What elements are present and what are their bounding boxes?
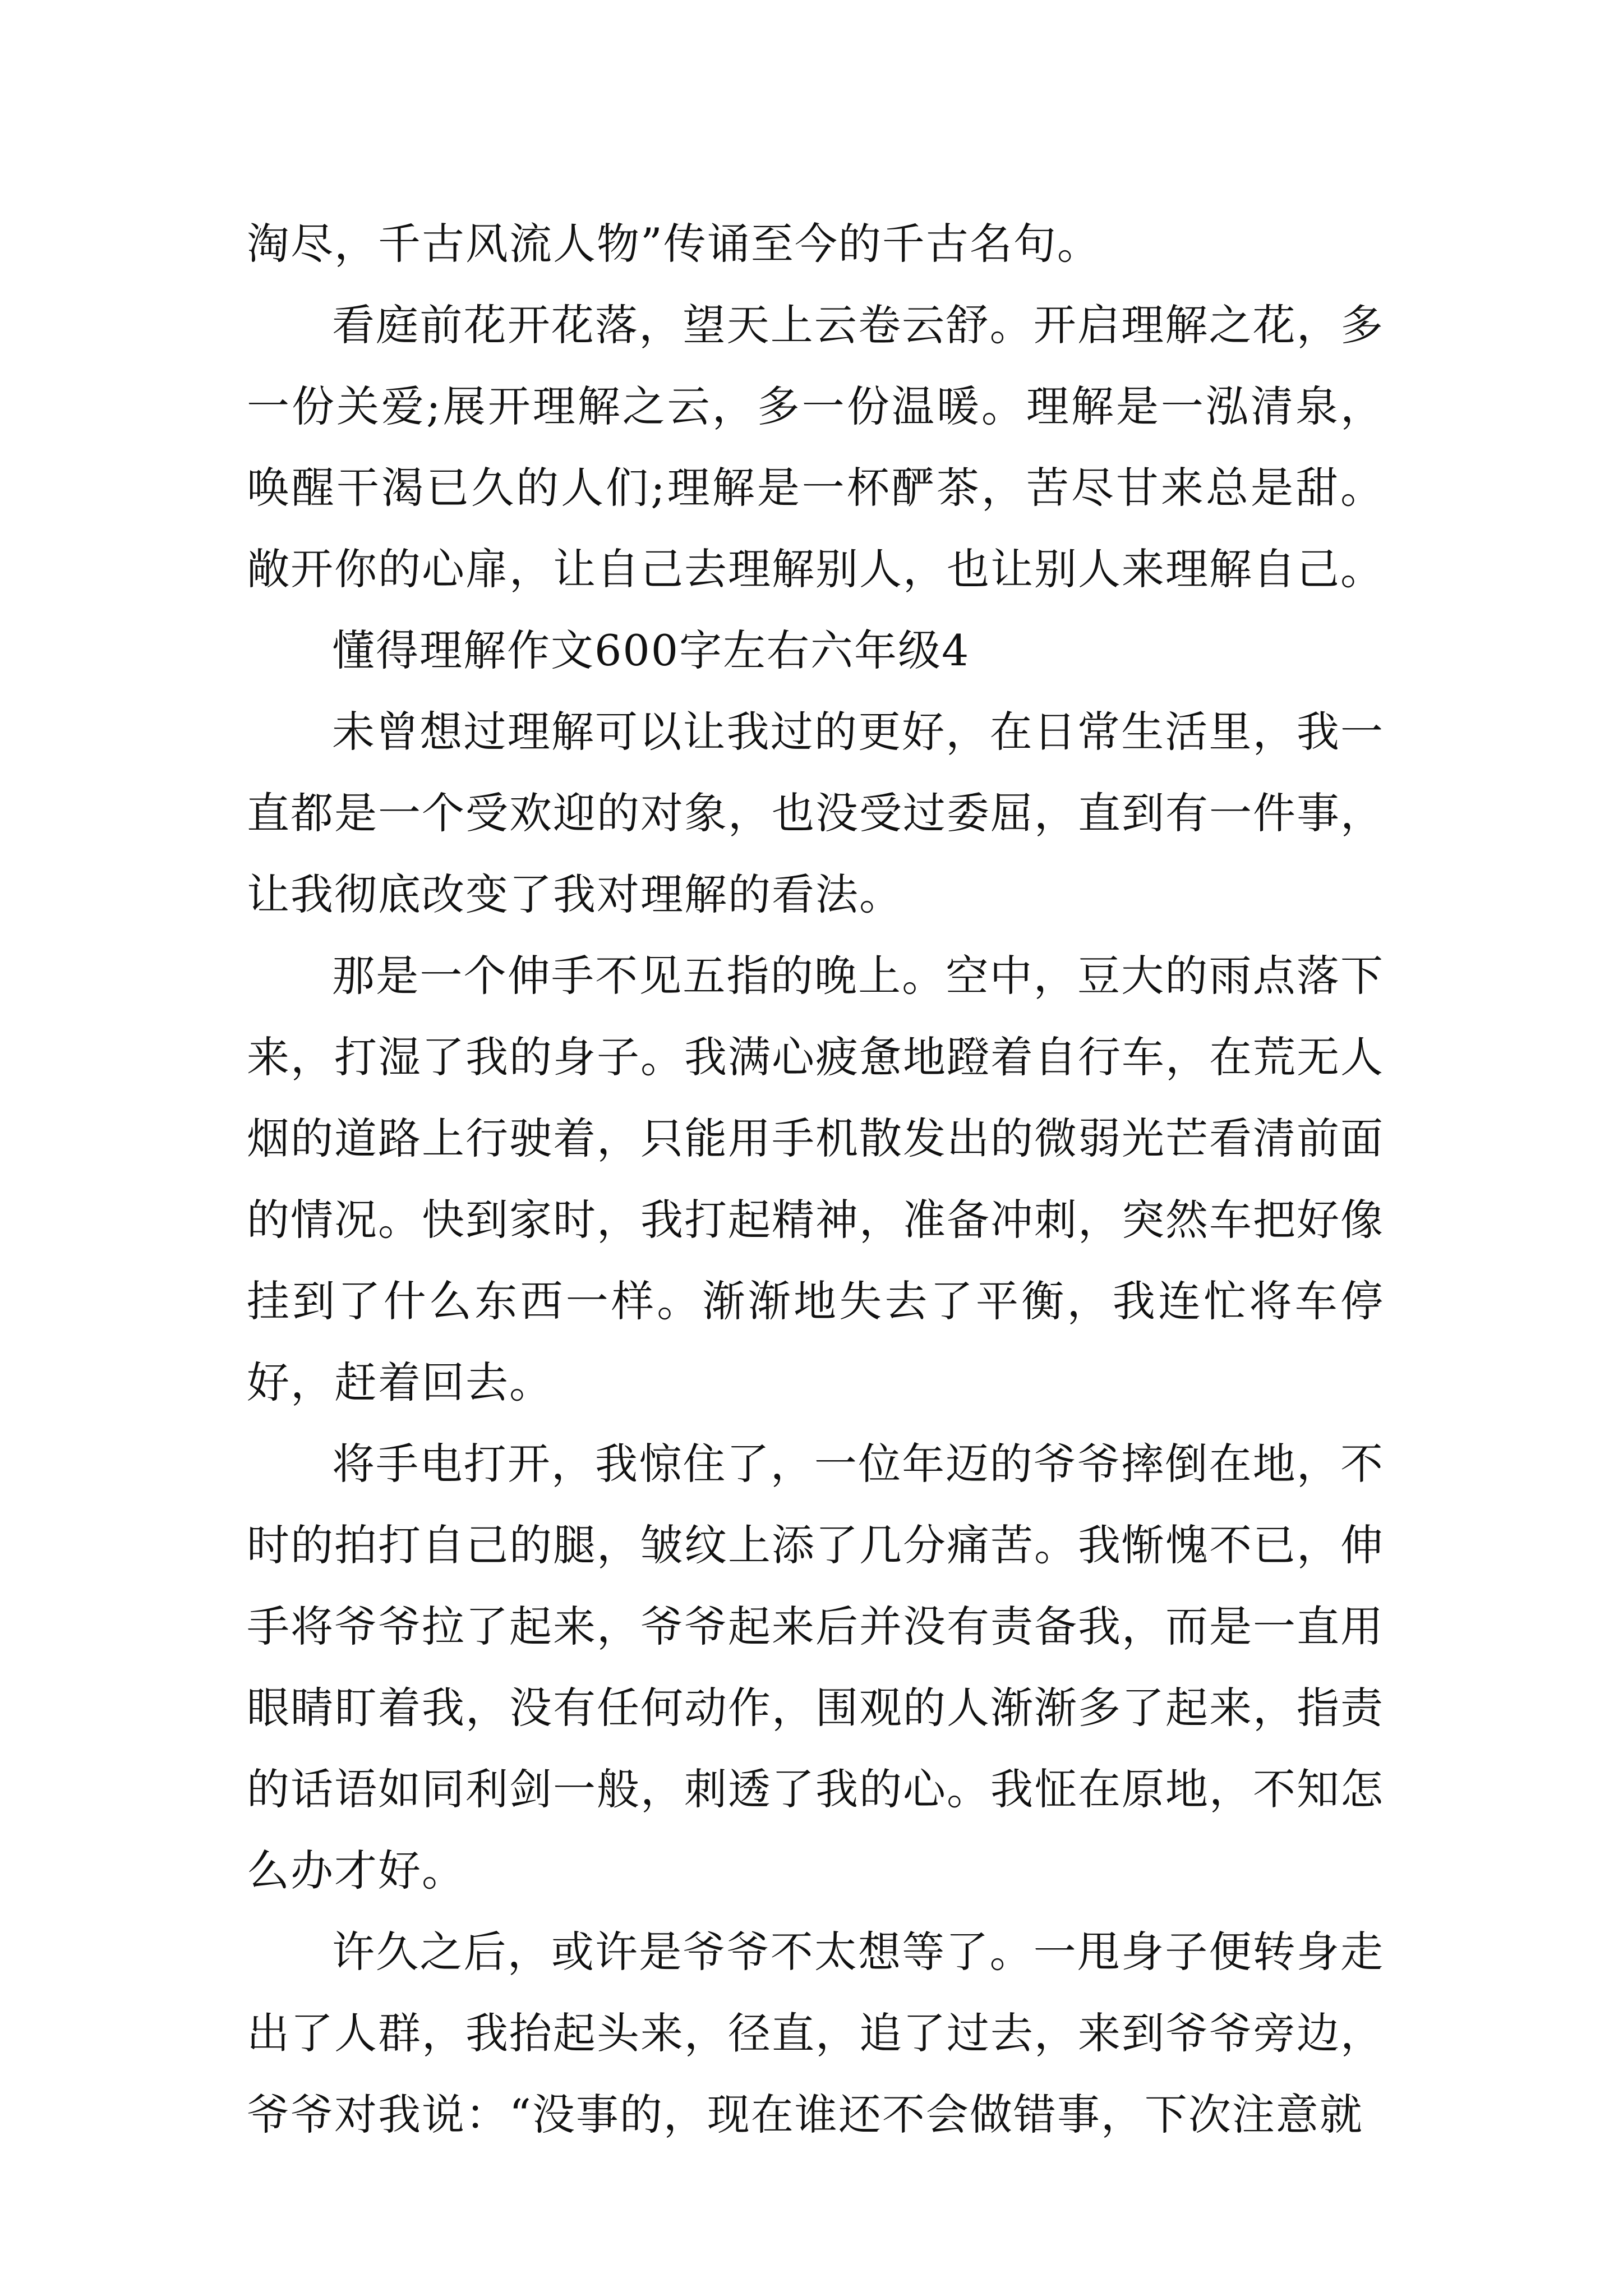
paragraph-intro: 未曾想过理解可以让我过的更好，在日常生活里，我一直都是一个受欢迎的对象，也没受过委屈，直到有一件事，让我彻底改变了我对理解的看法。 xyxy=(247,707,1384,919)
paragraph-grandpa-words: 许久之后，或许是爷爷不太想等了。一甩身子便转身走出了人群，我抬起头来，径直，追了过去，来到爷爷旁边，爷爷对我说：“没事的，现在谁还不会做错事，下次注意就 xyxy=(247,1927,1384,2139)
document-body xyxy=(247,203,1384,2155)
paragraph-night-ride: 那是一个伸手不见五指的晚上。空中，豆大的雨点落下来，打湿了我的身子。我满心疲惫地蹬着自行车，在荒无人烟的道路上行驶着，只能用手机散发出的微弱光芒看清前面的情况。快到家时，我打起精神，准备冲刺，突然车把好像挂到了什么东西一样。渐渐地失去了平衡，我连忙将车停好，赶着回去。 xyxy=(247,951,1384,1407)
paragraph-grandpa-fall: 将手电打开，我惊住了，一位年迈的爷爷摔倒在地，不时的拍打自己的腿，皱纹上添了几分痛苦。我惭愧不已，伸手将爷爷拉了起来，爷爷起来后并没有责备我，而是一直用眼睛盯着我，没有任何动作，围观的人渐渐多了起来，指责的话语如同利剑一般，刺透了我的心。我怔在原地，不知怎么办才好。 xyxy=(247,1439,1384,1895)
paragraph-understanding-flower: 看庭前花开花落，望天上云卷云舒。开启理解之花，多一份关爱;展开理解之云，多一份温暖。理解是一泓清泉，唤醒干渴已久的人们;理解是一杯酽茶，苦尽甘来总是甜。敞开你的心扉，让自己去理解别人，也让别人来理解自己。 xyxy=(247,300,1384,594)
paragraph-continuation: 淘尽，千古风流人物”传诵至今的千古名句。 xyxy=(247,219,1101,269)
section-heading: 懂得理解作文600字左右六年级4 xyxy=(332,625,970,675)
